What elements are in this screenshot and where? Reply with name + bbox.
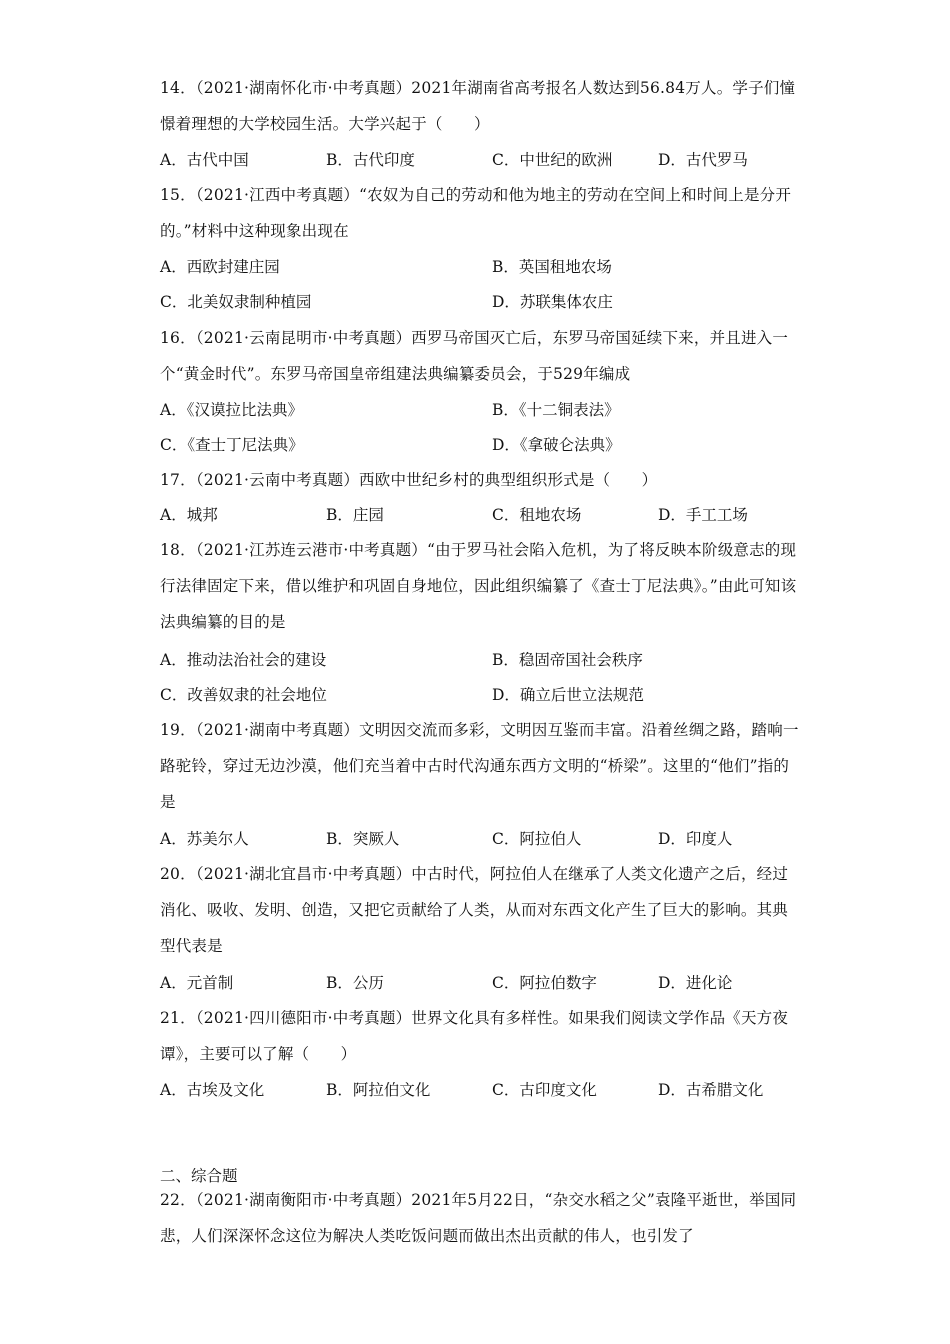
- question-15-options-row2: [160, 284, 820, 320]
- option-c: C．北美奴隶制种植园: [160, 293, 312, 311]
- question-21-options: [160, 1072, 820, 1108]
- option-d: D．确立后世立法规范: [492, 686, 644, 704]
- option-a: A．《汉谟拉比法典》: [160, 401, 303, 419]
- option-b: B．稳固帝国社会秩序: [492, 651, 643, 669]
- option-b: B．古代印度: [326, 151, 415, 169]
- option-b: B．公历: [326, 974, 384, 992]
- question-14-text: 14．（2021·湖南怀化市·中考真题）2021年湖南省高考报名人数达到56.84万人。学子们憧憬着理想的大学校园生活。大学兴起于（ ）: [160, 79, 796, 133]
- question-15-text: 15．（2021·江西中考真题）“农奴为自己的劳动和他为地主的劳动在空间上和时间上是分开的。”材料中这种现象出现在: [160, 186, 792, 240]
- option-a: A．元首制: [160, 974, 234, 992]
- option-a: A．城邦: [160, 506, 218, 524]
- question-18-options-row1: [160, 642, 820, 678]
- option-b: B．《十二铜表法》: [492, 401, 620, 419]
- question-15-options-row1: [160, 249, 820, 285]
- option-c: C．古印度文化: [492, 1081, 597, 1099]
- option-a: A．古埃及文化: [160, 1081, 265, 1099]
- option-a: A．古代中国: [160, 151, 249, 169]
- question-16-options-row2: [160, 427, 820, 463]
- question-17-options: [160, 497, 820, 533]
- question-16-text: 16．（2021·云南昆明市·中考真题）西罗马帝国灭亡后，东罗马帝国延续下来，并且进入一个“黄金时代”。东罗马帝国皇帝组建法典编纂委员会，于529年编成: [160, 329, 789, 383]
- option-d: D．《拿破仑法典》: [492, 436, 621, 454]
- option-a: A．推动法治社会的建设: [160, 651, 327, 669]
- question-18-text: 18．（2021·江苏连云港市·中考真题）“由于罗马社会陷入危机，为了将反映本阶级意志的现行法律固定下来，借以维护和巩固自身地位，因此组织编纂了《查士丁尼法典》。”由此可知该法典编纂的目的是: [160, 541, 797, 631]
- option-c: C．阿拉伯人: [492, 830, 582, 848]
- question-17-text: 17．（2021·云南中考真题）西欧中世纪乡村的典型组织形式是（ ）: [160, 471, 658, 489]
- question-19-text: 19．（2021·湖南中考真题）文明因交流而多彩，文明因互鉴而丰富。沿着丝绸之路，踏响一路驼铃，穿过无边沙漠，他们充当着中古时代沟通东西方文明的“桥梁”。这里的“他们”指的是: [160, 721, 799, 811]
- option-d: D．进化论: [658, 974, 733, 992]
- option-b: B．阿拉伯文化: [326, 1081, 431, 1099]
- option-b: B．英国租地农场: [492, 258, 612, 276]
- option-b: B．突厥人: [326, 830, 400, 848]
- option-c: C．租地农场: [492, 506, 582, 524]
- question-19-options: [160, 821, 820, 857]
- question-20-options: [160, 965, 820, 1001]
- option-d: D．印度人: [658, 830, 733, 848]
- option-b: B．庄园: [326, 506, 384, 524]
- question-20-text: 20．（2021·湖北宜昌市·中考真题）中古时代，阿拉伯人在继承了人类文化遗产之后，经过消化、吸收、发明、创造，又把它贡献给了人类，从而对东西文化产生了巨大的影响。其典型代表是: [160, 865, 789, 955]
- option-c: C．中世纪的欧洲: [492, 151, 613, 169]
- question-22-text: 22．（2021·湖南衡阳市·中考真题）2021年5月22日，“杂交水稻之父”袁隆平逝世，举国同悲，人们深深怀念这位为解决人类吃饭问题而做出杰出贡献的伟人，也引发了: [160, 1191, 797, 1245]
- option-d: D．古代罗马: [658, 151, 748, 169]
- option-c: C．改善奴隶的社会地位: [160, 686, 327, 704]
- option-c: C．阿拉伯数字: [492, 974, 597, 992]
- option-d: D．古希腊文化: [658, 1081, 764, 1099]
- option-d: D．手工工场: [658, 506, 748, 524]
- option-c: C．《查士丁尼法典》: [160, 436, 304, 454]
- question-14-options: [160, 142, 820, 178]
- section-title: 二、综合题: [160, 1167, 238, 1185]
- question-21-text: 21．（2021·四川德阳市·中考真题）世界文化具有多样性。如果我们阅读文学作品《天方夜谭》，主要可以了解（ ）: [160, 1009, 789, 1063]
- option-a: A．苏美尔人: [160, 830, 249, 848]
- option-a: A．西欧封建庄园: [160, 258, 280, 276]
- question-18-options-row2: [160, 677, 820, 713]
- option-d: D．苏联集体农庄: [492, 293, 613, 311]
- question-16-options-row1: [160, 392, 820, 428]
